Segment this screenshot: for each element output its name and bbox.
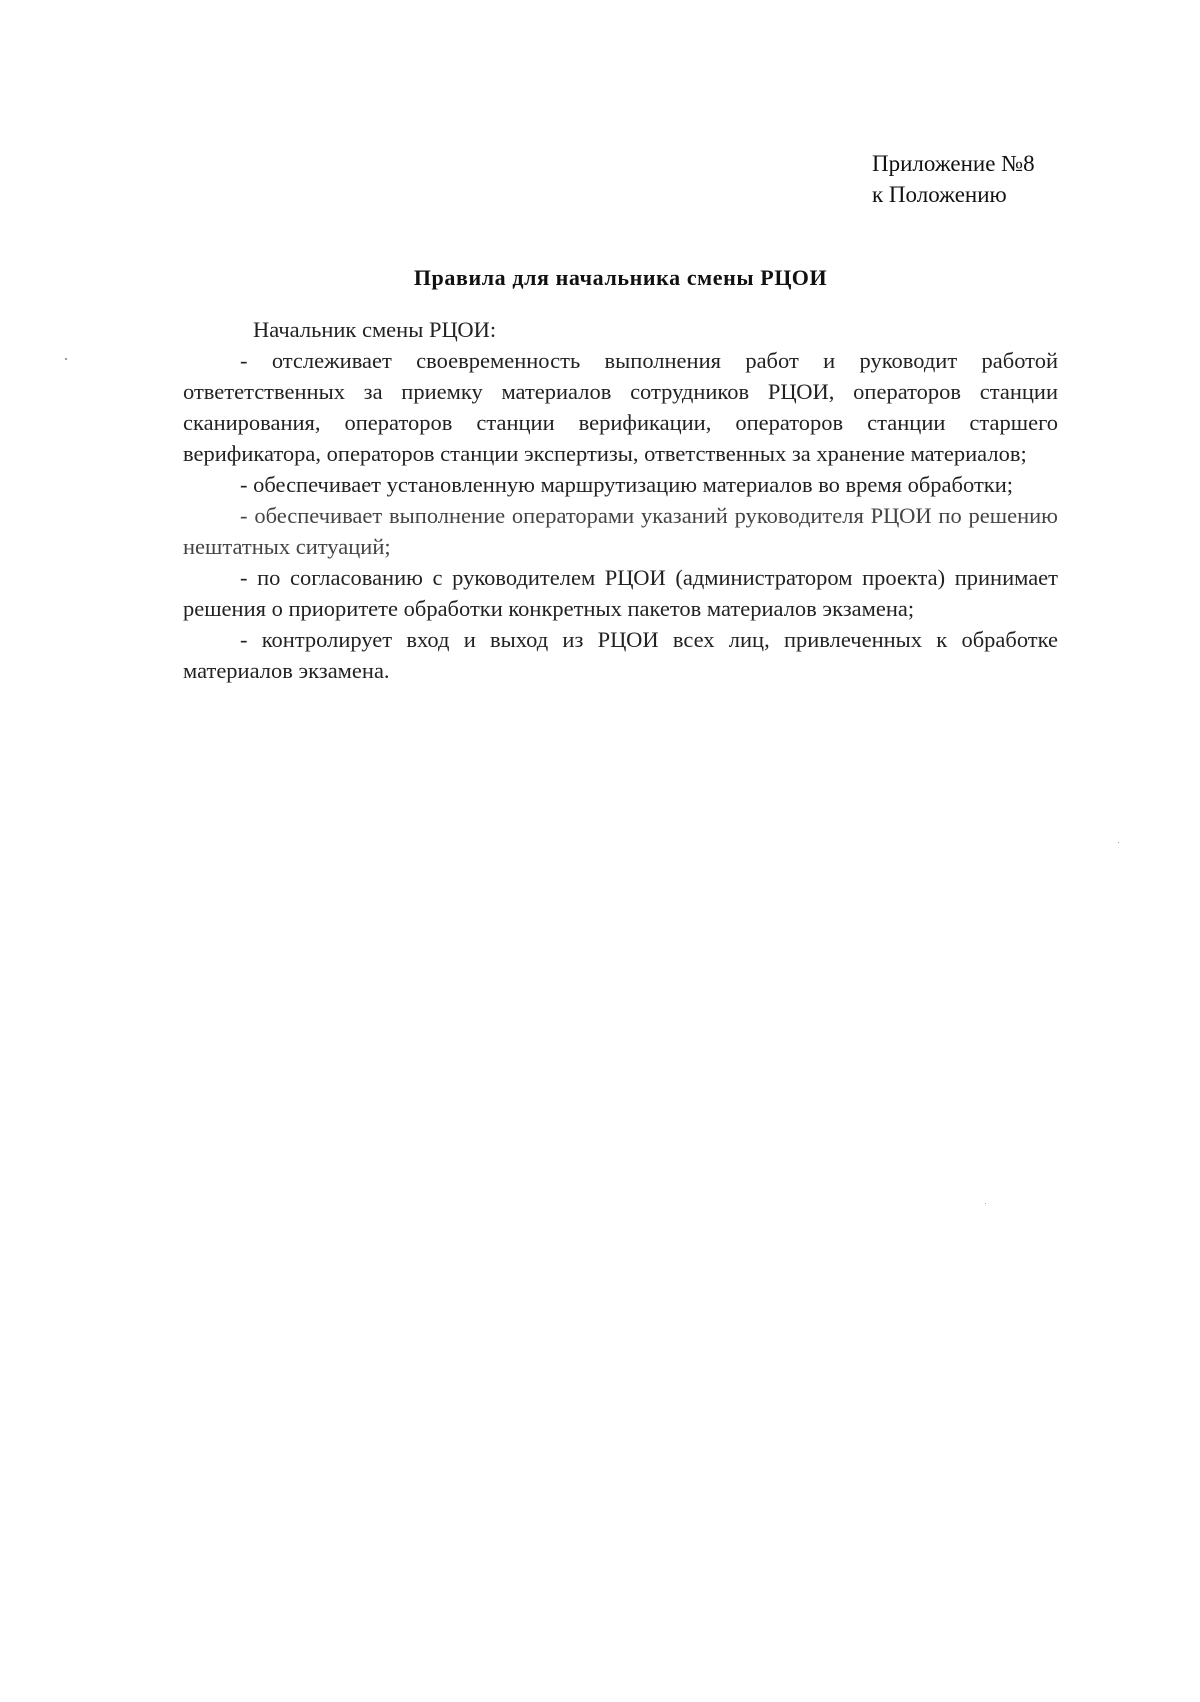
scan-speck bbox=[985, 1203, 986, 1204]
intro-line: Начальник смены РЦОИ: bbox=[253, 317, 497, 342]
document-body bbox=[183, 314, 1058, 686]
scan-speck bbox=[1118, 842, 1119, 843]
appendix-header bbox=[872, 148, 1035, 210]
duty-item-3: - обеспечивает выполнение операторами указаний руководителя РЦОИ по решению нештатных ситуаций; bbox=[183, 503, 1058, 559]
duty-item-5: - контролирует вход и выход из РЦОИ всех лиц, привлеченных к обработке материалов экзамена. bbox=[183, 627, 1058, 683]
scan-speck bbox=[65, 358, 67, 360]
duty-item-2: - обеспечивает установленную маршрутизацию материалов во время обработки; bbox=[240, 472, 1013, 497]
appendix-number: Приложение №8 bbox=[872, 151, 1035, 176]
document-title: Правила для начальника смены РЦОИ bbox=[413, 265, 828, 290]
duty-item-4: - по согласованию с руководителем РЦОИ (администратором проекта) принимает решения о приоритете обработки конкретных пакетов материалов экзамена; bbox=[183, 565, 1058, 621]
appendix-reference: к Положению bbox=[872, 182, 1007, 207]
duty-item-1: - отслеживает своевременность выполнения работ и руководит работой ответетственных за приемку материалов сотрудников РЦОИ, операторов станции сканирования, операторов станции верификации, операторов станции старшего верификатора, операторов станции экспертизы, ответственных за хранение материалов; bbox=[183, 348, 1058, 466]
